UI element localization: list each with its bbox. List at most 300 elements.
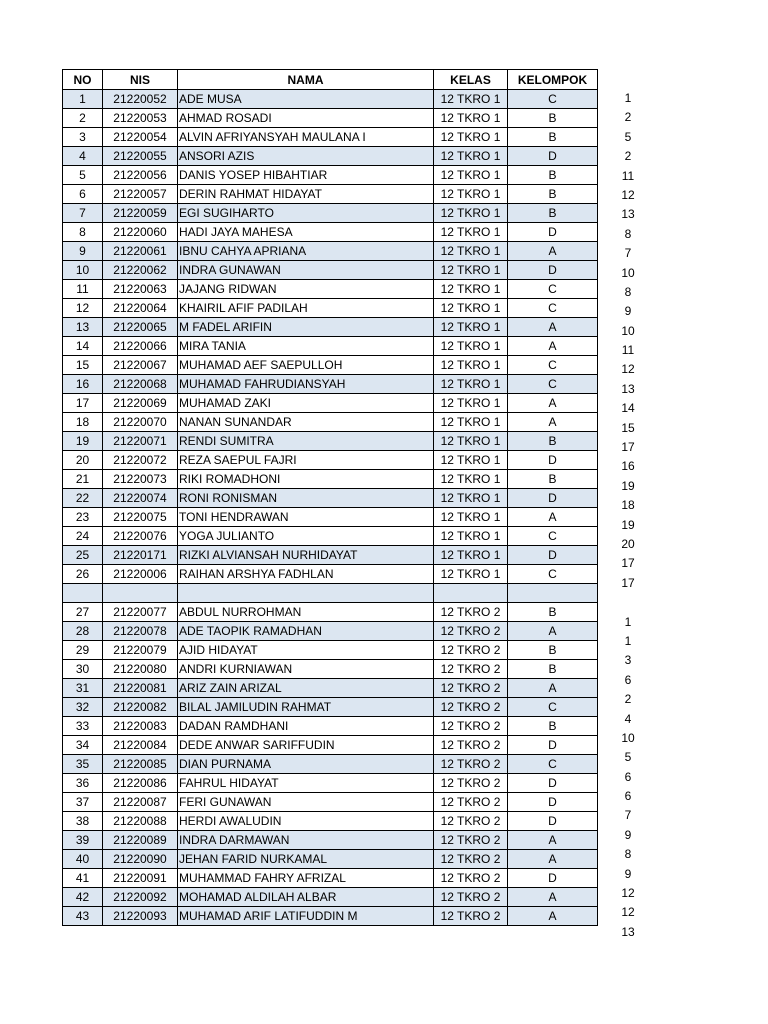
side-number: 10 — [621, 323, 635, 338]
side-number: 9 — [624, 827, 632, 842]
cell-kelas: 12 TKRO 1 — [434, 432, 508, 451]
cell-nama: ANDRI KURNIAWAN — [178, 660, 434, 679]
cell-kelas: 12 TKRO 1 — [434, 261, 508, 280]
side-number: 3 — [624, 653, 632, 668]
cell-kelompok: C — [508, 755, 598, 774]
cell-kelompok: D — [508, 489, 598, 508]
side-number: 17 — [621, 556, 635, 571]
table-row — [63, 451, 598, 470]
cell-nis: 21220052 — [103, 90, 178, 109]
cell-nama: ARIZ ZAIN ARIZAL — [178, 679, 434, 698]
cell-nama: HERDI AWALUDIN — [178, 812, 434, 831]
cell-nama: ADE TAOPIK RAMADHAN — [178, 622, 434, 641]
cell-kelompok: D — [508, 793, 598, 812]
cell-kelompok: B — [508, 717, 598, 736]
cell-nama: YOGA JULIANTO — [178, 527, 434, 546]
table-body — [63, 90, 598, 926]
cell-no: 10 — [63, 261, 103, 280]
cell-kelompok: C — [508, 565, 598, 584]
side-number: 1 — [624, 633, 632, 648]
table-row — [63, 793, 598, 812]
cell-nama: RIKI ROMADHONI — [178, 470, 434, 489]
cell-kelas: 12 TKRO 1 — [434, 166, 508, 185]
side-number: 12 — [621, 362, 635, 377]
cell-kelompok: D — [508, 736, 598, 755]
cell-kelompok: B — [508, 109, 598, 128]
cell-kelas: 12 TKRO 1 — [434, 508, 508, 527]
cell-kelas: 12 TKRO 1 — [434, 318, 508, 337]
cell-kelas: 12 TKRO 1 — [434, 527, 508, 546]
cell-nama: ALVIN AFRIYANSYAH MAULANA I — [178, 128, 434, 147]
cell-no: 1 — [63, 90, 103, 109]
cell-nama: MUHAMAD ARIF LATIFUDDIN M — [178, 907, 434, 926]
header-kelas: KELAS — [434, 70, 508, 90]
cell-kelas: 12 TKRO 1 — [434, 185, 508, 204]
cell-kelompok: B — [508, 128, 598, 147]
table-row — [63, 812, 598, 831]
cell-kelas: 12 TKRO 2 — [434, 736, 508, 755]
cell-no: 19 — [63, 432, 103, 451]
cell-nama: JEHAN FARID NURKAMAL — [178, 850, 434, 869]
cell-nama: KHAIRIL AFIF PADILAH — [178, 299, 434, 318]
cell-nama: DANIS YOSEP HIBAHTIAR — [178, 166, 434, 185]
side-number: 6 — [624, 672, 632, 687]
cell-nis: 21220078 — [103, 622, 178, 641]
cell-no: 11 — [63, 280, 103, 299]
cell-kelompok: A — [508, 394, 598, 413]
side-number: 9 — [624, 866, 632, 881]
cell-nama: RIZKI ALVIANSAH NURHIDAYAT — [178, 546, 434, 565]
cell-nis: 21220092 — [103, 888, 178, 907]
cell-no: 36 — [63, 774, 103, 793]
table-row — [63, 546, 598, 565]
table-row — [63, 204, 598, 223]
cell-no: 15 — [63, 356, 103, 375]
cell-no: 4 — [63, 147, 103, 166]
cell-nama: EGI SUGIHARTO — [178, 204, 434, 223]
cell-kelas: 12 TKRO 2 — [434, 869, 508, 888]
side-number: 10 — [621, 730, 635, 745]
cell-no: 25 — [63, 546, 103, 565]
cell-nama: DIAN PURNAMA — [178, 755, 434, 774]
side-number: 11 — [621, 168, 635, 183]
cell-nis: 21220060 — [103, 223, 178, 242]
cell-kelas: 12 TKRO 2 — [434, 831, 508, 850]
cell-no: 40 — [63, 850, 103, 869]
cell-kelas: 12 TKRO 1 — [434, 356, 508, 375]
side-number: 17 — [621, 575, 635, 590]
cell-kelas: 12 TKRO 1 — [434, 565, 508, 584]
cell-nama: AHMAD ROSADI — [178, 109, 434, 128]
cell-no: 8 — [63, 223, 103, 242]
table-row — [63, 394, 598, 413]
cell-kelas: 12 TKRO 1 — [434, 451, 508, 470]
cell-nis: 21220072 — [103, 451, 178, 470]
cell-kelas: 12 TKRO 2 — [434, 641, 508, 660]
table-row — [63, 622, 598, 641]
side-number: 20 — [621, 536, 635, 551]
cell-nama: DADAN RAMDHANI — [178, 717, 434, 736]
cell-no: 17 — [63, 394, 103, 413]
cell-nis: 21220075 — [103, 508, 178, 527]
table-row — [63, 185, 598, 204]
cell-kelompok: D — [508, 774, 598, 793]
header-kelompok: KELOMPOK — [508, 70, 598, 90]
cell-no: 33 — [63, 717, 103, 736]
side-number: 19 — [621, 517, 635, 532]
table-row — [63, 527, 598, 546]
side-number: 2 — [624, 110, 632, 125]
side-number: 13 — [621, 381, 635, 396]
cell-nis: 21220056 — [103, 166, 178, 185]
cell-no: 18 — [63, 413, 103, 432]
cell-kelompok: A — [508, 888, 598, 907]
cell-kelompok: C — [508, 698, 598, 717]
cell-nis: 21220070 — [103, 413, 178, 432]
table-row — [63, 147, 598, 166]
cell-nis: 21220090 — [103, 850, 178, 869]
cell-kelas: 12 TKRO 1 — [434, 147, 508, 166]
cell-no: 22 — [63, 489, 103, 508]
table-row — [63, 242, 598, 261]
cell-nis: 21220087 — [103, 793, 178, 812]
cell-kelompok: B — [508, 166, 598, 185]
cell-nis: 21220053 — [103, 109, 178, 128]
cell-kelas: 12 TKRO 1 — [434, 280, 508, 299]
cell-nama: FERI GUNAWAN — [178, 793, 434, 812]
side-number: 6 — [624, 789, 632, 804]
cell-kelompok: C — [508, 527, 598, 546]
table-row — [63, 603, 598, 622]
side-number: 1 — [624, 91, 632, 105]
cell-nis: 21220086 — [103, 774, 178, 793]
cell-nis — [103, 584, 178, 603]
cell-nama: RONI RONISMAN — [178, 489, 434, 508]
cell-nis: 21220076 — [103, 527, 178, 546]
cell-nis: 21220082 — [103, 698, 178, 717]
table-row — [63, 660, 598, 679]
cell-no: 14 — [63, 337, 103, 356]
cell-kelompok: D — [508, 223, 598, 242]
cell-kelas: 12 TKRO 1 — [434, 109, 508, 128]
cell-nama: MIRA TANIA — [178, 337, 434, 356]
table-row — [63, 375, 598, 394]
cell-no: 2 — [63, 109, 103, 128]
cell-nama: RAIHAN ARSHYA FADHLAN — [178, 565, 434, 584]
cell-kelompok — [508, 584, 598, 603]
table-row — [63, 299, 598, 318]
header-nama: NAMA — [178, 70, 434, 90]
side-number: 8 — [624, 226, 632, 241]
side-number: 13 — [621, 207, 635, 222]
side-number: 10 — [621, 265, 635, 280]
side-number: 16 — [621, 459, 635, 474]
cell-kelompok: D — [508, 869, 598, 888]
cell-nis: 21220006 — [103, 565, 178, 584]
table-row — [63, 698, 598, 717]
table-row — [63, 128, 598, 147]
cell-nama: BILAL JAMILUDIN RAHMAT — [178, 698, 434, 717]
cell-kelompok: A — [508, 318, 598, 337]
table-row — [63, 508, 598, 527]
side-number: 12 — [621, 886, 635, 901]
cell-kelas: 12 TKRO 2 — [434, 850, 508, 869]
cell-no: 7 — [63, 204, 103, 223]
cell-nis: 21220084 — [103, 736, 178, 755]
cell-nis: 21220093 — [103, 907, 178, 926]
side-number-column — [610, 89, 646, 942]
cell-kelas: 12 TKRO 2 — [434, 622, 508, 641]
cell-nama: MOHAMAD ALDILAH ALBAR — [178, 888, 434, 907]
cell-nama — [178, 584, 434, 603]
cell-nis: 21220083 — [103, 717, 178, 736]
cell-kelompok: B — [508, 204, 598, 223]
cell-nama: MUHAMAD ZAKI — [178, 394, 434, 413]
cell-kelompok: C — [508, 299, 598, 318]
side-number: 9 — [624, 304, 632, 319]
cell-nis: 21220061 — [103, 242, 178, 261]
cell-no: 26 — [63, 565, 103, 584]
cell-nis: 21220073 — [103, 470, 178, 489]
side-number: 2 — [624, 692, 632, 707]
cell-no: 39 — [63, 831, 103, 850]
side-number: 8 — [624, 847, 632, 862]
cell-nama: FAHRUL HIDAYAT — [178, 774, 434, 793]
cell-nis: 21220091 — [103, 869, 178, 888]
cell-kelas: 12 TKRO 1 — [434, 242, 508, 261]
table-row — [63, 717, 598, 736]
cell-nama: INDRA GUNAWAN — [178, 261, 434, 280]
side-number: 14 — [621, 401, 635, 416]
side-number: 18 — [621, 498, 635, 513]
side-number: 15 — [621, 420, 635, 435]
cell-nis: 21220065 — [103, 318, 178, 337]
cell-kelas: 12 TKRO 1 — [434, 90, 508, 109]
cell-no: 5 — [63, 166, 103, 185]
cell-nis: 21220062 — [103, 261, 178, 280]
cell-kelompok: A — [508, 413, 598, 432]
cell-kelompok: B — [508, 470, 598, 489]
cell-nis: 21220066 — [103, 337, 178, 356]
cell-nama: AJID HIDAYAT — [178, 641, 434, 660]
cell-no: 42 — [63, 888, 103, 907]
cell-kelompok: A — [508, 831, 598, 850]
cell-kelompok: D — [508, 147, 598, 166]
cell-kelas: 12 TKRO 1 — [434, 546, 508, 565]
cell-kelas: 12 TKRO 2 — [434, 755, 508, 774]
cell-no: 34 — [63, 736, 103, 755]
header-row — [63, 70, 598, 90]
table-row — [63, 432, 598, 451]
table-row — [63, 280, 598, 299]
side-number: 5 — [624, 750, 632, 765]
cell-kelompok: D — [508, 451, 598, 470]
side-number: 2 — [624, 149, 632, 164]
side-number: 12 — [621, 905, 635, 920]
cell-nama: JAJANG RIDWAN — [178, 280, 434, 299]
cell-kelompok: B — [508, 432, 598, 451]
cell-kelas — [434, 584, 508, 603]
cell-nama: M FADEL ARIFIN — [178, 318, 434, 337]
cell-no: 35 — [63, 755, 103, 774]
table-row — [63, 318, 598, 337]
cell-no: 37 — [63, 793, 103, 812]
cell-no: 21 — [63, 470, 103, 489]
table-row — [63, 888, 598, 907]
table-row — [63, 337, 598, 356]
cell-nis: 21220067 — [103, 356, 178, 375]
table-row — [63, 90, 598, 109]
cell-no: 43 — [63, 907, 103, 926]
table-row — [63, 413, 598, 432]
cell-nama: HADI JAYA MAHESA — [178, 223, 434, 242]
cell-nis: 21220079 — [103, 641, 178, 660]
cell-nama: ADE MUSA — [178, 90, 434, 109]
cell-nama: DEDE ANWAR SARIFFUDIN — [178, 736, 434, 755]
cell-kelompok: D — [508, 546, 598, 565]
cell-nis: 21220089 — [103, 831, 178, 850]
cell-kelompok: D — [508, 812, 598, 831]
cell-no: 12 — [63, 299, 103, 318]
cell-nama: TONI HENDRAWAN — [178, 508, 434, 527]
side-number: 5 — [624, 129, 632, 144]
cell-kelas: 12 TKRO 2 — [434, 907, 508, 926]
cell-nis: 21220088 — [103, 812, 178, 831]
side-number: 13 — [621, 924, 635, 939]
table-row — [63, 641, 598, 660]
side-number: 19 — [621, 478, 635, 493]
cell-no: 29 — [63, 641, 103, 660]
cell-nama: MUHAMMAD FAHRY AFRIZAL — [178, 869, 434, 888]
cell-kelompok: C — [508, 280, 598, 299]
cell-no: 31 — [63, 679, 103, 698]
table-row — [63, 223, 598, 242]
cell-kelompok: A — [508, 337, 598, 356]
side-number: 6 — [624, 769, 632, 784]
cell-kelompok: B — [508, 185, 598, 204]
cell-kelas: 12 TKRO 1 — [434, 337, 508, 356]
cell-no — [63, 584, 103, 603]
cell-kelas: 12 TKRO 2 — [434, 888, 508, 907]
cell-kelompok: C — [508, 356, 598, 375]
student-group-table — [62, 69, 598, 926]
cell-nis: 21220074 — [103, 489, 178, 508]
cell-kelas: 12 TKRO 2 — [434, 679, 508, 698]
header-nis: NIS — [103, 70, 178, 90]
table-row — [63, 850, 598, 869]
table-row — [63, 489, 598, 508]
cell-no: 16 — [63, 375, 103, 394]
cell-kelas: 12 TKRO 2 — [434, 793, 508, 812]
cell-nama: RENDI SUMITRA — [178, 432, 434, 451]
side-number: 8 — [624, 284, 632, 299]
cell-nis: 21220085 — [103, 755, 178, 774]
cell-nama: MUHAMAD FAHRUDIANSYAH — [178, 375, 434, 394]
cell-kelompok: B — [508, 660, 598, 679]
cell-nis: 21220077 — [103, 603, 178, 622]
table-row — [63, 755, 598, 774]
side-number: 17 — [621, 440, 635, 455]
cell-kelompok: A — [508, 242, 598, 261]
cell-no: 9 — [63, 242, 103, 261]
cell-nis: 21220069 — [103, 394, 178, 413]
cell-kelompok: B — [508, 603, 598, 622]
cell-nis: 21220171 — [103, 546, 178, 565]
side-number: 7 — [624, 246, 632, 261]
table-row — [63, 774, 598, 793]
cell-kelompok: D — [508, 261, 598, 280]
cell-kelas: 12 TKRO 2 — [434, 812, 508, 831]
cell-kelas: 12 TKRO 2 — [434, 717, 508, 736]
table-row — [63, 831, 598, 850]
cell-kelas: 12 TKRO 1 — [434, 470, 508, 489]
cell-no: 23 — [63, 508, 103, 527]
cell-nis: 21220064 — [103, 299, 178, 318]
cell-kelompok: C — [508, 375, 598, 394]
cell-kelas: 12 TKRO 1 — [434, 394, 508, 413]
cell-kelompok: B — [508, 641, 598, 660]
cell-no: 28 — [63, 622, 103, 641]
cell-nis: 21220055 — [103, 147, 178, 166]
cell-nama: ANSORI AZIS — [178, 147, 434, 166]
side-number: 7 — [624, 808, 632, 823]
cell-no: 3 — [63, 128, 103, 147]
table-row — [63, 470, 598, 489]
cell-no: 20 — [63, 451, 103, 470]
cell-kelompok: A — [508, 508, 598, 527]
table-row — [63, 109, 598, 128]
table-row — [63, 565, 598, 584]
cell-nama: DERIN RAHMAT HIDAYAT — [178, 185, 434, 204]
cell-nis: 21220068 — [103, 375, 178, 394]
cell-no: 41 — [63, 869, 103, 888]
cell-nis: 21220081 — [103, 679, 178, 698]
cell-nama: NANAN SUNANDAR — [178, 413, 434, 432]
cell-no: 32 — [63, 698, 103, 717]
cell-nis: 21220059 — [103, 204, 178, 223]
cell-kelompok: C — [508, 90, 598, 109]
side-number: 4 — [624, 711, 632, 726]
cell-kelompok: A — [508, 679, 598, 698]
cell-kelompok: A — [508, 622, 598, 641]
cell-nama: INDRA DARMAWAN — [178, 831, 434, 850]
cell-no: 13 — [63, 318, 103, 337]
cell-kelas: 12 TKRO 1 — [434, 489, 508, 508]
cell-kelas: 12 TKRO 2 — [434, 774, 508, 793]
cell-no: 27 — [63, 603, 103, 622]
side-number: 12 — [621, 187, 635, 202]
cell-kelas: 12 TKRO 2 — [434, 603, 508, 622]
cell-kelompok: A — [508, 850, 598, 869]
cell-kelas: 12 TKRO 1 — [434, 204, 508, 223]
cell-nis: 21220063 — [103, 280, 178, 299]
table-row — [63, 869, 598, 888]
side-number — [610, 593, 646, 612]
cell-nis: 21220057 — [103, 185, 178, 204]
side-number: 11 — [621, 343, 635, 358]
cell-kelas: 12 TKRO 1 — [434, 299, 508, 318]
cell-no: 38 — [63, 812, 103, 831]
table-row — [63, 907, 598, 926]
cell-kelas: 12 TKRO 1 — [434, 223, 508, 242]
table-row — [63, 736, 598, 755]
table-row — [63, 261, 598, 280]
cell-kelas: 12 TKRO 1 — [434, 128, 508, 147]
header-no: NO — [63, 70, 103, 90]
cell-nis: 21220071 — [103, 432, 178, 451]
cell-nama: IBNU CAHYA APRIANA — [178, 242, 434, 261]
cell-kelas: 12 TKRO 2 — [434, 698, 508, 717]
